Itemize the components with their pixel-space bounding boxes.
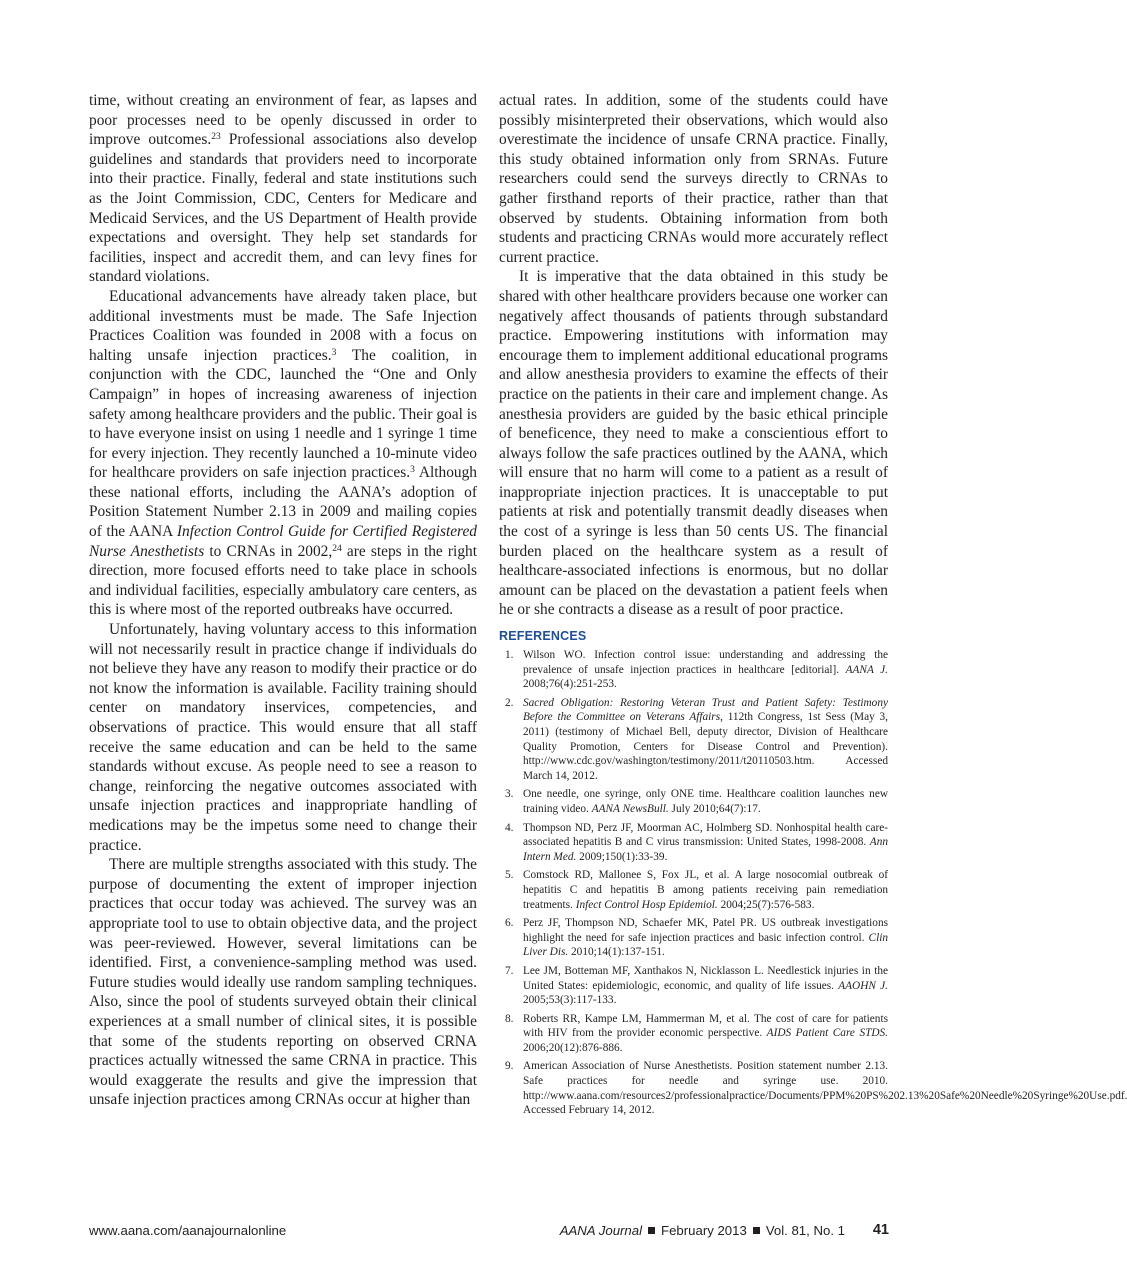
reference-text xyxy=(523,869,888,910)
reference-item xyxy=(499,1059,1127,1117)
text-run: There are multiple strengths associated with this study. The purpose of documenting the extent of improper injection practices that occur today was achieved. The survey was an appropriate tool to use to obtain objective data, and the project was peer-reviewed. However, several limitations can be identified. First, a convenience-sampling method was used. Future studies would ideally use random sampling techniques. Also, since the pool of students surveyed obtain their clinical experiences at a small number of clinical sites, it is possible that some of the students reporting on observed CRNA practices actually witnessed the same CRNA in practice. This would exaggerate the results and give the impression that unsafe injection practices among CRNAs occur at higher than xyxy=(89,856,477,1109)
reference-text xyxy=(523,1013,888,1054)
reference-number: 5. xyxy=(505,869,514,882)
references-heading: REFERENCES xyxy=(499,629,587,644)
citation-superscript: 3 xyxy=(331,346,337,358)
left-column xyxy=(89,91,477,1110)
text-run: actual rates. In addition, some of the students could have possibly misinterpreted their observations, which would also overestimate the incidence of unsafe CRNA practice. Finally, this study obtained information only from SRNAs. Future researchers could send the surveys directly to CRNAs to gather firsthand reports of their practice, rather than that observed by students. Obtaining information from both students and practicing CRNAs would more accurately reflect current practice. xyxy=(499,92,888,266)
citation-superscript: 23 xyxy=(211,130,221,142)
text-run: 2006;20(12):876-886. xyxy=(523,1041,623,1054)
body-paragraph xyxy=(89,91,477,287)
footer-journal-name: AANA Journal xyxy=(559,1223,643,1238)
square-bullet-icon xyxy=(648,1227,655,1234)
text-run: The coalition, in conjunction with the CDC, launched the “One and Only Campaign” in hopes of increasing awareness of injection safety among healthcare providers and the public. Their goal is to have everyone insist on using 1 needle and 1 syringe 1 time for every injection. They recently launched a 10-minute video for healthcare providers on safe injection practices. xyxy=(89,346,477,482)
italic-text: AIDS Patient Care STDS. xyxy=(766,1027,889,1040)
italic-text: Infect Control Hosp Epidemiol. xyxy=(575,898,718,911)
reference-item xyxy=(499,787,888,816)
reference-text xyxy=(523,1060,1127,1116)
text-run: Educational advancements have already taken place, but additional investments must be made. The Safe Injection Practices Coalition was founded in 2008 with a focus on halting unsafe injection practices. xyxy=(89,287,477,364)
citation-superscript: 3 xyxy=(410,464,415,476)
reference-item xyxy=(499,964,888,1008)
text-run: Wilson WO. Infection control issue: understanding and addressing the prevalence of unsafe injection practices in healthcare [editorial]. xyxy=(523,649,888,676)
right-column xyxy=(499,91,1127,1122)
text-run: 2008;76(4):251-253. xyxy=(523,678,617,691)
text-run: to CRNAs in 2002, xyxy=(204,542,333,560)
text-run: Perz JF, Thompson ND, Schaefer MK, Patel PR. US outbreak investigations highlight the need for safe injection practices and basic infection control. xyxy=(523,917,888,944)
references-list xyxy=(499,648,1127,1118)
italic-text: Clin Liver Dis. xyxy=(523,931,888,959)
reference-text xyxy=(523,649,888,690)
text-run: are steps in the right direction, more focused efforts need to take place in schools and individual facilities, especially ambulatory care centers, as this is where most of the reported outbreaks have occurred. xyxy=(89,542,477,619)
text-run: 2009;150(1):33-39. xyxy=(576,850,668,863)
body-paragraph xyxy=(89,287,477,620)
reference-item xyxy=(499,1012,888,1056)
body-paragraph xyxy=(499,267,888,620)
italic-text: Sacred Obligation: Restoring Veteran Trust and Patient Safety: Testimony Before the Committee on Veterans Affairs xyxy=(523,696,888,724)
footer-citation xyxy=(560,1223,845,1238)
italic-text: AANA J. xyxy=(845,663,888,676)
text-run: time, without creating an environment of fear, as lapses and poor processes need to be openly discussed in order to improve outcomes. xyxy=(89,92,477,149)
italic-text: Infection Control Guide for Certified Registered Nurse Anesthetists xyxy=(89,523,477,560)
footer-issue-date: February 2013 xyxy=(661,1223,747,1238)
footer-volume: Vol. 81, No. 1 xyxy=(765,1223,845,1238)
reference-number: 8. xyxy=(505,1012,514,1025)
reference-number: 4. xyxy=(505,821,514,834)
text-run: It is imperative that the data obtained in this study be shared with other healthcare providers because one worker can negatively affect thousands of patients through substandard practice. Empowering institutions with information may encourage them to implement additional educational programs and allow anesthesia providers to examine the effects of their practice on the patients in their care and implement change. As anesthesia providers are guided by the basic ethical principle of beneficence, they need to make a conscientious effort to always follow the safe practices outlined by the AANA, which will ensure that no harm will come to a patient as a result of inappropriate injection practices. It is unacceptable to put patients at risk and potentially transmit deadly diseases when the cost of a syringe is less than 50 cents US. The financial burden placed on the healthcare system as a result of healthcare-associated infections is enormous, but no dollar amount can be placed on the devastation a patient feels when he or she contracts a disease as a result of poor practice. xyxy=(499,268,888,619)
text-run: , 112th Congress, 1st Sess (May 3, 2011) (testimony of Michael Bell, deputy director, Division of Healthcare Quality Promotion, Centers for Disease Control and Prevention). http://www.cdc.gov/washington/testimony/2011/t20110503.htm. Accessed March 14, 2012. xyxy=(523,711,888,782)
text-run: Professional associations also develop guidelines and standards that providers need to incorporate into their practice. Finally, federal and state institutions such as the Joint Commission, CDC, Centers for Medicare and Medicaid Services, and the US Department of Health provide expectations and oversight. They help set standards for facilities, inspect and accredit them, and can levy fines for standard violations. xyxy=(89,131,477,286)
reference-item xyxy=(499,696,888,784)
reference-item xyxy=(499,821,888,865)
reference-text xyxy=(523,822,888,863)
reference-number: 6. xyxy=(505,917,514,930)
reference-number: 2. xyxy=(505,696,514,709)
body-paragraph xyxy=(89,855,477,1110)
text-run: One needle, one syringe, only ONE time. Healthcare coalition launches new training video. xyxy=(523,788,888,815)
text-run: 2010;14(1):137-151. xyxy=(568,946,665,959)
italic-text: AANA NewsBull. xyxy=(591,802,669,815)
text-run: Lee JM, Botteman MF, Xanthakos N, Nicklasson L. Needlestick injuries in the United States: epidemiologic, economic, and quality of life issues. xyxy=(523,964,888,992)
reference-number: 9. xyxy=(505,1060,514,1073)
text-run: 2005;53(3):117-133. xyxy=(523,994,617,1007)
body-paragraph xyxy=(89,620,477,855)
reference-text xyxy=(523,965,888,1006)
text-run: July 2010;64(7):17. xyxy=(668,802,761,815)
page-number: 41 xyxy=(872,1222,889,1238)
footer-url[interactable]: www.aana.com/aanajournalonline xyxy=(89,1223,287,1238)
reference-number: 3. xyxy=(505,788,514,801)
text-run: Roberts RR, Kampe LM, Hammerman M, et al. The cost of care for patients with HIV from the provider economic perspective. xyxy=(523,1012,888,1040)
text-run: Comstock RD, Mallonee S, Fox JL, et al. A large nosocomial outbreak of hepatitis C and hepatitis B among patients receiving pain remediation treatments. xyxy=(523,869,888,911)
text-run: Unfortunately, having voluntary access to this information will not necessarily result in practice change if individuals do not believe they have any reason to modify their practice or do not know the information is available. Facility training should center on mandatory inservices, competencies, and observations of practice. This would ensure that all staff receive the same education and can be held to the same standards without excuse. As people need to see a reason to change, reinforcing the negative outcomes associated with unsafe injection practices and inappropriate handling of medications may be the impetus some need to change their practice. xyxy=(89,621,477,854)
text-run: Although these national efforts, including the AANA’s adoption of Position Statement Number 2.13 in 2009 and mailing copies of the AANA xyxy=(89,464,477,541)
text-run: American Association of Nurse Anesthetists. Position statement number 2.13. Safe practices for needle and syringe use. 2010. http://www.aana.com/resources2/professionalpractice/Documents/PPM%20PS%202.13%20Safe%20Needle%20Syringe%20Use.pdf. Accessed February 14, 2012. xyxy=(523,1060,1127,1117)
italic-text: Ann Intern Med. xyxy=(523,836,888,863)
reference-text xyxy=(523,917,888,958)
page-footer xyxy=(89,1221,889,1241)
citation-superscript: 24 xyxy=(332,542,342,554)
reference-item xyxy=(499,868,888,912)
italic-text: AAOHN J. xyxy=(838,979,888,992)
reference-number: 7. xyxy=(505,964,514,977)
body-paragraph xyxy=(499,91,888,267)
reference-item xyxy=(499,648,888,692)
text-run: Thompson ND, Perz JF, Moorman AC, Holmberg SD. Nonhospital health care-associated hepatitis B and C virus transmission: United States, 1998-2008. xyxy=(523,821,888,849)
square-bullet-icon xyxy=(753,1227,760,1234)
reference-number: 1. xyxy=(505,649,514,662)
reference-text xyxy=(523,788,888,815)
reference-item xyxy=(499,916,888,960)
text-run: 2004;25(7):576-583. xyxy=(717,898,815,911)
reference-text xyxy=(523,697,888,782)
